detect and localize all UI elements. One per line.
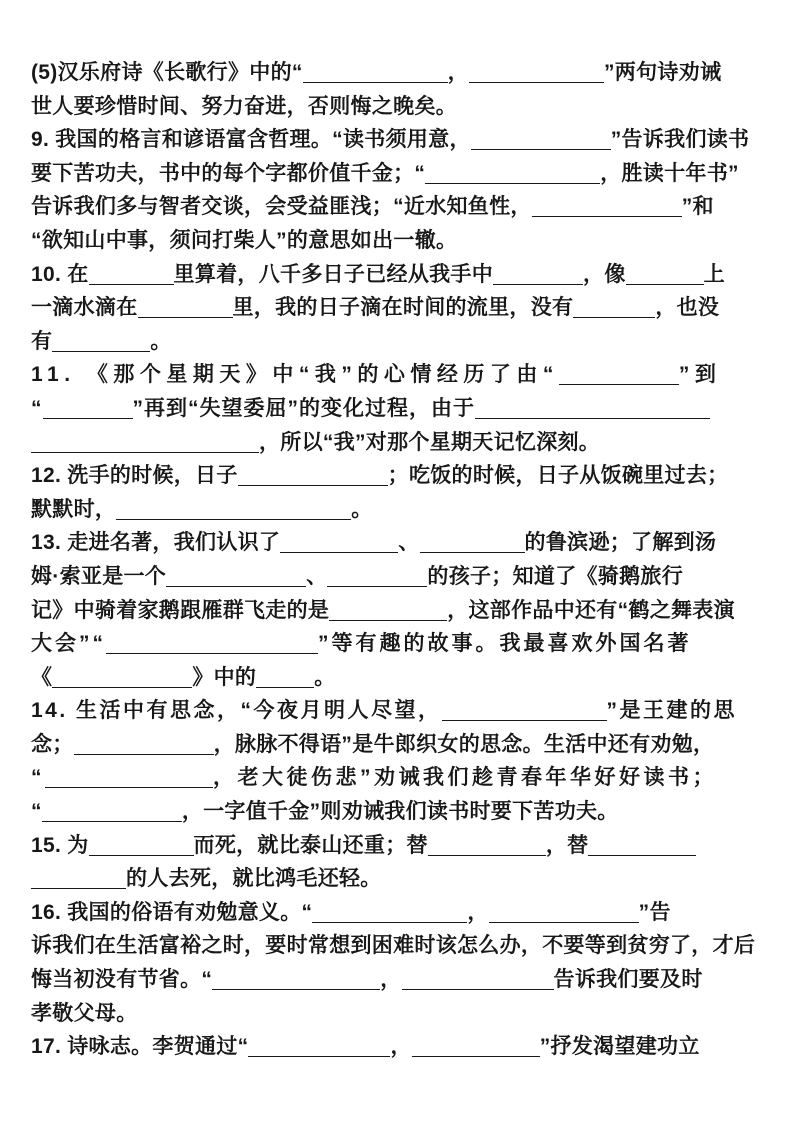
text-run: 》中的 [192,665,257,689]
blank-underline [469,61,604,83]
text-run: 9. 我国的格言和谚语富含哲理。“读书须用意， [31,128,471,152]
blank-underline [52,666,192,688]
text-run: 而死，就比泰山还重；替 [193,833,428,857]
text-run: 念； [31,732,74,756]
blank-underline [256,666,314,688]
text-run: ”和 [681,195,714,219]
text-line [31,997,764,1031]
text-run: ，这部作品中还有“鹤之舞表演 [447,598,735,622]
blank-underline [212,968,380,990]
text-run: ， [380,968,402,992]
text-run: ，一字值千金”则劝诫我们读书时要下苦功夫。 [181,800,619,824]
document-body [31,56,764,1064]
text-run: ”到 [678,363,722,387]
text-run: 。 [351,497,373,521]
blank-underline [402,968,554,990]
text-line [31,493,764,527]
text-line [31,392,764,426]
blank-underline [420,531,525,553]
blank-underline [471,128,611,150]
text-run: 孝敬父母。 [31,1001,138,1025]
blank-underline [428,834,546,856]
text-line [31,56,764,90]
text-run: ， [390,1035,412,1059]
text-run: 上 [703,262,725,286]
blank-underline [280,531,398,553]
text-run: 12. 洗手的时候，日子 [31,464,238,488]
text-run: ”是王建的思 [606,699,738,723]
text-run: ”等有趣的故事。我最喜欢外国名著 [318,632,692,656]
text-run: 、 [306,564,328,588]
text-run: ，也没 [655,296,720,320]
blank-underline [489,901,639,923]
text-run: 有 [31,329,53,353]
blank-underline [573,296,655,318]
blank-underline [138,296,233,318]
text-run: “ [31,396,43,420]
text-run: 记》中骑着家鹅跟雁群飞走的是 [31,598,330,622]
blank-underline [31,867,126,889]
text-run: ”告诉我们读书 [610,128,750,152]
text-line [31,258,764,292]
text-run: 的鲁滨逊；了解到汤 [524,531,717,555]
text-line [31,594,764,628]
blank-underline [31,431,259,453]
text-run: “欲知山中事，须问打柴人”的意思如出一辙。 [31,228,458,252]
blank-underline [89,263,174,285]
text-line [31,459,764,493]
blank-underline [45,766,213,788]
text-run: 姆·索亚是一个 [31,564,167,588]
text-line [31,627,764,661]
text-run: “ [31,800,42,824]
text-run: ，胜读十年书” [600,161,739,185]
text-line [31,929,764,963]
text-run: “ [31,766,45,790]
blank-underline [475,397,710,419]
text-run: ，脉脉不得语”是牛郎织女的思念。生活中还有劝勉， [213,732,715,756]
blank-underline [248,1035,390,1057]
text-run: ；吃饭的时候，日子从饭碗里过去； [387,464,729,488]
blank-underline [493,263,583,285]
blank-underline [303,61,448,83]
text-line [31,1030,764,1064]
text-run: 16. 我国的俗语有劝勉意义。“ [31,900,313,924]
text-run: 的孩子；知道了《骑鹅旅行 [427,564,684,588]
text-run: ， [447,61,469,84]
text-run: 10. 在 [31,262,89,286]
text-run: 诉我们在生活富裕之时，要时常想到困难时该怎么办，不要等到贫穷了，才后 [31,934,756,958]
blank-underline [327,565,427,587]
blank-underline [42,800,182,822]
text-run: 里算着，八千多日子已经从我手中 [173,262,494,286]
text-run: ”两句诗劝诫 [603,61,722,84]
text-run: ”抒发渴望建功立 [539,1035,700,1059]
blank-underline [89,834,194,856]
text-line [31,526,764,560]
text-run: 告诉我们多与智者交谈，会受益匪浅；“近水知鱼性， [31,195,532,219]
text-run: 14. 生活中有思念，“今夜月明人尽望， [31,699,442,723]
text-run: 《 [31,665,53,689]
text-run: 要下苦功夫，书中的每个字都价值千金；“ [31,161,426,185]
text-run: ，替 [545,833,589,857]
text-run: 11. 《那个星期天》中“我”的心情经历了由“ [31,363,559,387]
text-run: 。 [150,329,172,353]
text-run: ，像 [583,262,626,286]
text-line [31,358,764,392]
text-run: ， [467,900,489,924]
text-run: 默默时， [31,497,117,521]
text-run: 。 [314,665,336,689]
text-line [31,291,764,325]
text-line [31,694,764,728]
text-run: 13. 走进名著，我们认识了 [31,531,281,555]
blank-underline [412,1035,540,1057]
text-line [31,325,764,359]
text-run: ”再到“失望委屈”的变化过程，由于 [132,396,475,420]
text-line [31,963,764,997]
blank-underline [312,901,467,923]
blank-underline [106,632,318,654]
text-line [31,661,764,695]
text-line [31,224,764,258]
text-line [31,795,764,829]
text-run: 悔当初没有节省。“ [31,968,213,992]
text-run: 15. 为 [31,833,89,857]
text-run: ”告 [638,900,671,924]
blank-underline [532,195,682,217]
blank-underline [43,397,133,419]
text-run: (5)汉乐府诗《长歌行》中的“ [31,61,303,84]
blank-underline [74,733,214,755]
text-run: 里，我的日子滴在时间的流里，没有 [232,296,574,320]
text-run: 告诉我们要及时 [553,968,703,992]
text-line [31,190,764,224]
text-run: 一滴水滴在 [31,296,138,320]
blank-underline [238,464,388,486]
text-run: 的人去死，就比鸿毛还轻。 [126,867,382,891]
text-line [31,90,764,124]
text-run: 、 [398,531,420,555]
text-run: 世人要珍惜时间、努力奋进，否则悔之晚矣。 [31,94,457,118]
text-run: 大会”“ [31,632,106,656]
text-line [31,829,764,863]
blank-underline [559,363,679,385]
text-line [31,862,764,896]
blank-underline [425,162,600,184]
blank-underline [442,699,607,721]
text-line [31,123,764,157]
blank-underline [329,599,447,621]
blank-underline [166,565,306,587]
text-line [31,426,764,460]
blank-underline [588,834,696,856]
text-run: ，老大徒伤悲”劝诫我们趁青春年华好好读书； [213,766,717,790]
blank-underline [52,330,150,352]
text-line [31,728,764,762]
text-line [31,896,764,930]
blank-underline [626,263,704,285]
text-line [31,560,764,594]
text-line [31,761,764,795]
blank-underline [116,498,351,520]
text-run: 17. 诗咏志。李贺通过“ [31,1035,249,1059]
text-run: ，所以“我”对那个星期天记忆深刻。 [259,430,601,454]
text-line [31,157,764,191]
